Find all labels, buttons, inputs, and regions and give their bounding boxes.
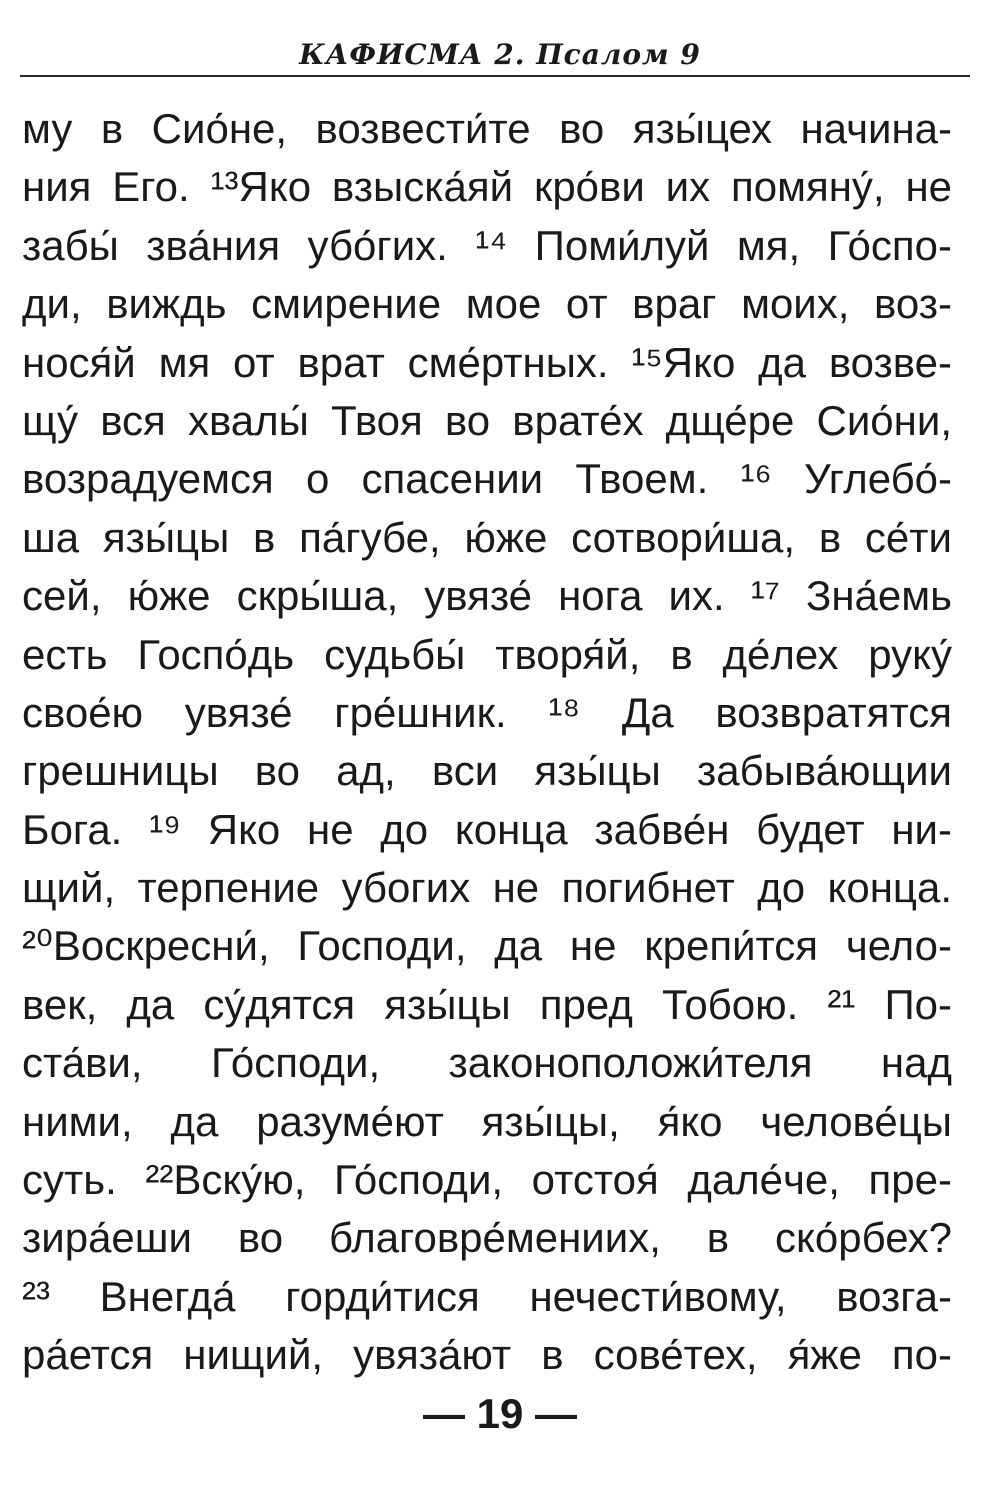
text-line: есть Госпо́дь судьбы́ творя́й, в де́лех руку́ [22, 630, 952, 678]
text-line: ша язы́цы в па́губе, ю́же сотвори́ша, в се́ти [22, 513, 952, 561]
text-line: век, да су́дятся язы́цы пред Тобою. ²¹ По- [22, 980, 952, 1028]
text-line: зира́еши во благовре́мениих, в ско́рбех? [22, 1214, 952, 1262]
text-line: свое́ю увязе́ гре́шник. ¹⁸ Да возвратятся [22, 688, 952, 736]
text-line: сей, ю́же скры́ша, увязе́ нога их. ¹⁷ Зна́емь [22, 572, 952, 620]
text-line: забы́ зва́ния убо́гих. ¹⁴ Поми́луй мя, Го́спо- [22, 221, 952, 269]
text-line: щу́ вся хвалы́ Твоя во врате́х дще́ре Сио́ни, [22, 396, 952, 444]
text-line: ²⁰Воскресни́, Господи, да не крепи́тся чело- [22, 922, 952, 970]
text-line: щий, терпение убогих не погибнет до конца. [22, 864, 952, 912]
text-line: ними, да разуме́ют язы́цы, я́ко челове́цы [22, 1097, 952, 1145]
text-line: ра́ется нищий, увяза́ют в сове́тех, я́же по- [22, 1331, 952, 1379]
text-line: му в Сио́не, возвести́те во язы́цех начина- [22, 105, 952, 152]
text-line: ния Его. ¹³Яко взыска́яй кро́ви их помяну́, не [22, 163, 952, 211]
text-line: суть. ²²Вску́ю, Го́споди, отстоя́ дале́че, пре- [22, 1156, 952, 1204]
text-line: ста́ви, Го́споди, законоположи́теля над [22, 1039, 952, 1087]
text-line: грешницы во ад, вси язы́цы забыва́ющии [22, 747, 952, 795]
page-number: — 19 — [422, 1390, 578, 1437]
running-head: КАФИСМА 2. Псалом 9 [299, 38, 701, 71]
text-line: ди, виждь смирение мое от враг моих, воз- [22, 280, 952, 328]
text-line: Бога. ¹⁹ Яко не до конца забве́н будет ни- [22, 805, 952, 853]
text-line: ²³ Внегда́ горди́тися нечести́вому, возга- [22, 1272, 952, 1320]
psalm-text-block [22, 100, 952, 1385]
text-line: возрадуемся о спасении Твоем. ¹⁶ Углебо́- [22, 455, 952, 503]
text-line: нося́й мя от врат сме́ртных. ¹⁵Яко да возве- [22, 338, 952, 386]
header-rule [20, 75, 970, 77]
